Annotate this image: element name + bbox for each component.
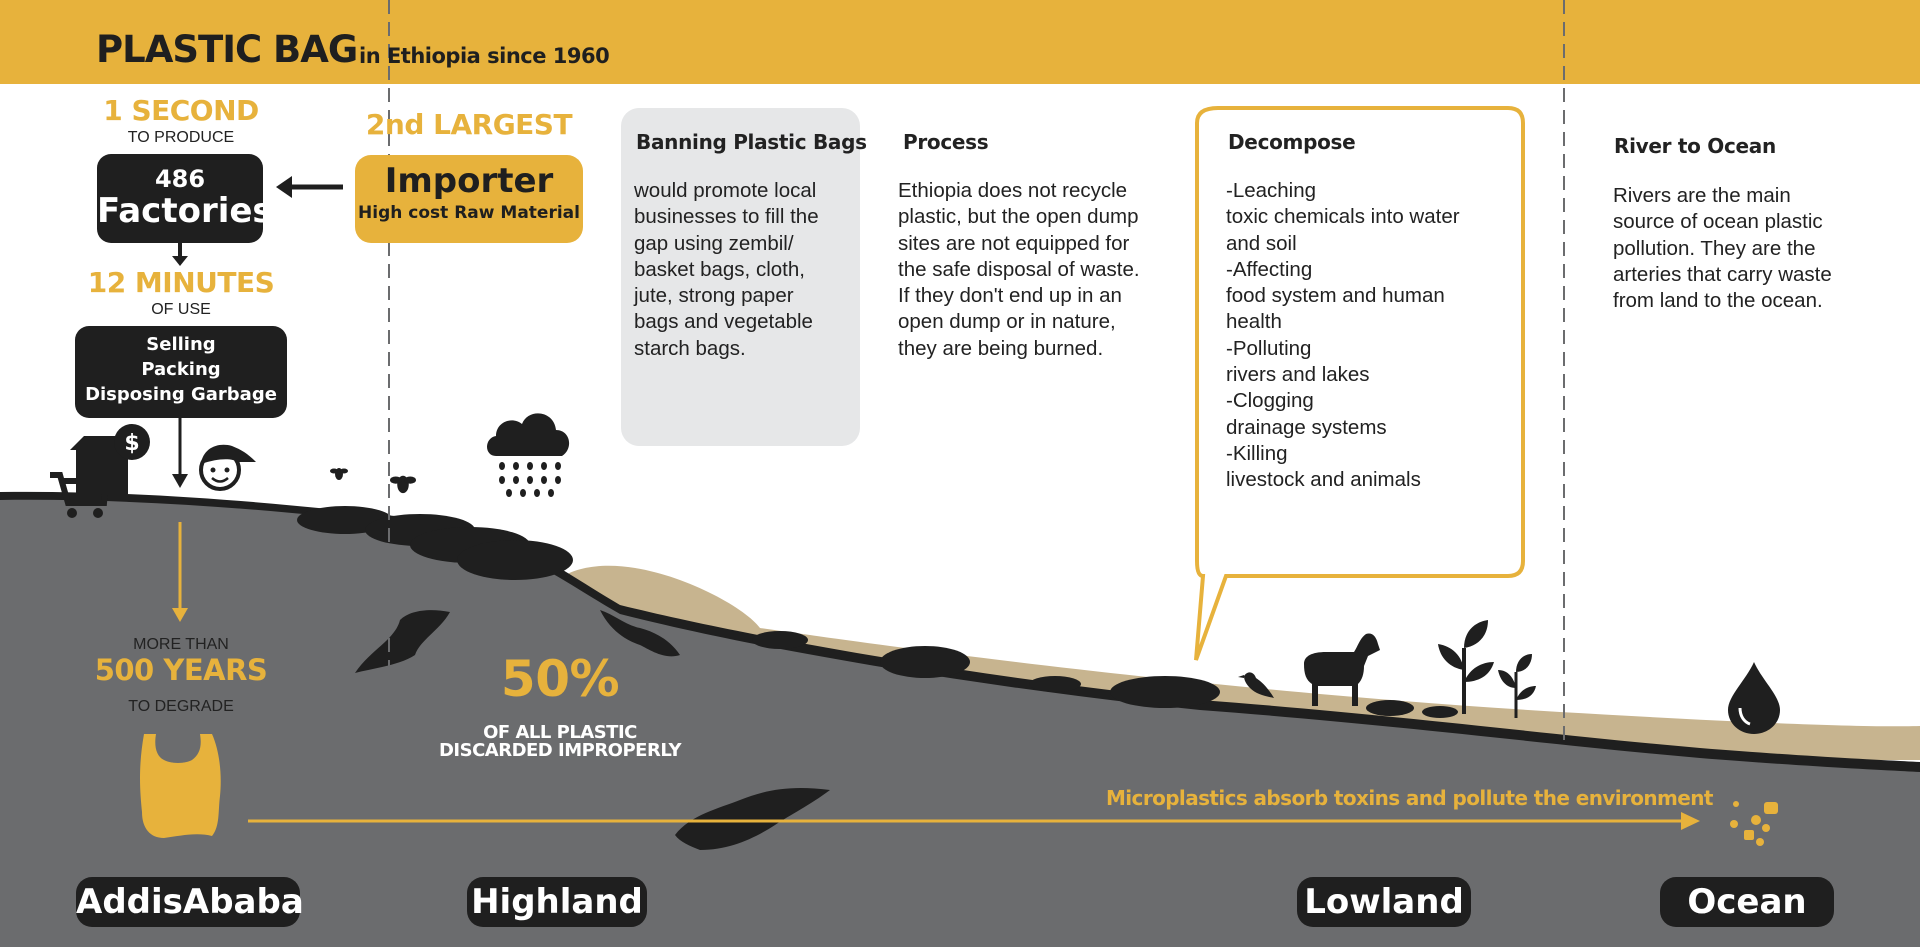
microplastics-caption: Microplastics absorb toxins and pollute the environment	[1106, 786, 1713, 810]
banning-title: Banning Plastic Bags	[636, 130, 867, 154]
degrade-value: 500 YEARS	[94, 653, 268, 687]
factories-count: 486	[154, 165, 206, 193]
rain-cloud-icon	[482, 402, 576, 498]
degrade-suffix: TO DEGRADE	[128, 698, 234, 715]
region-lowland: Lowland	[1297, 877, 1471, 927]
plant-icon	[1496, 652, 1536, 718]
plastic-bag-icon	[136, 732, 224, 840]
water-drop-icon	[1726, 660, 1782, 736]
factories-label: Factories	[97, 191, 273, 231]
region-addisababa: AddisAbaba	[76, 877, 300, 927]
uses-box	[75, 326, 287, 418]
svg-text:$: $	[124, 431, 140, 456]
produce-label: TO PRODUCE	[127, 129, 235, 146]
bird-icon	[1238, 664, 1278, 704]
arrow-down-icon	[172, 256, 188, 266]
page-subtitle: in Ethiopia since 1960	[359, 44, 610, 68]
discard-percent: 50%	[500, 650, 620, 708]
process-title: Process	[903, 130, 989, 154]
plant-icon	[1434, 618, 1498, 714]
importer-box	[355, 155, 583, 243]
use-item: Packing	[141, 359, 221, 380]
produce-time: 1 SECOND	[103, 94, 259, 127]
factories-box	[97, 154, 273, 243]
region-ocean: Ocean	[1660, 877, 1834, 927]
person-icon	[198, 438, 258, 494]
importer-label: Importer	[384, 161, 554, 201]
use-label: OF USE	[151, 301, 211, 318]
river-body: Rivers are the main source of ocean plastic pollution. They are the arteries that carry waste from land to the ocean.	[1613, 184, 1832, 313]
region-highland: Highland	[467, 877, 647, 927]
fly-icon	[390, 470, 416, 496]
decompose-body: -Leaching toxic chemicals into water and soil -Affecting food system and human health -Polluting rivers and lakes -Clogging drainage systems -Killing livestock and animals	[1226, 179, 1460, 492]
use-time: 12 MINUTES	[87, 266, 275, 299]
decompose-title: Decompose	[1228, 130, 1356, 154]
importer-rank: 2nd LARGEST	[365, 108, 573, 141]
process-body: Ethiopia does not recycle plastic, but the open dump sites are not equipped for the safe disposal of waste. If they don't end up in an open dump or in nature, they are being burned.	[898, 179, 1140, 360]
importer-sublabel: High cost Raw Material	[358, 203, 580, 223]
fly-icon	[330, 464, 348, 482]
microplastics-icon	[1726, 798, 1782, 850]
arrow-down-icon	[172, 474, 188, 488]
use-item: Selling	[146, 334, 216, 355]
arrow-left-icon	[276, 176, 292, 198]
degrade-prefix: MORE THAN	[133, 636, 229, 653]
banning-body: would promote local businesses to fill the gap using zembil/ basket bags, cloth, jute, strong paper bags and vegetable starch bags.	[634, 179, 819, 360]
vendor-icon	[66, 418, 156, 498]
goat-icon	[1296, 630, 1380, 708]
page-title: PLASTIC BAG	[96, 28, 358, 71]
use-item: Disposing Garbage	[85, 384, 277, 405]
discard-line2: DISCARDED IMPROPERLY	[438, 740, 682, 761]
discard-line1: OF ALL PLASTIC	[483, 722, 637, 743]
river-title: River to Ocean	[1614, 134, 1776, 158]
